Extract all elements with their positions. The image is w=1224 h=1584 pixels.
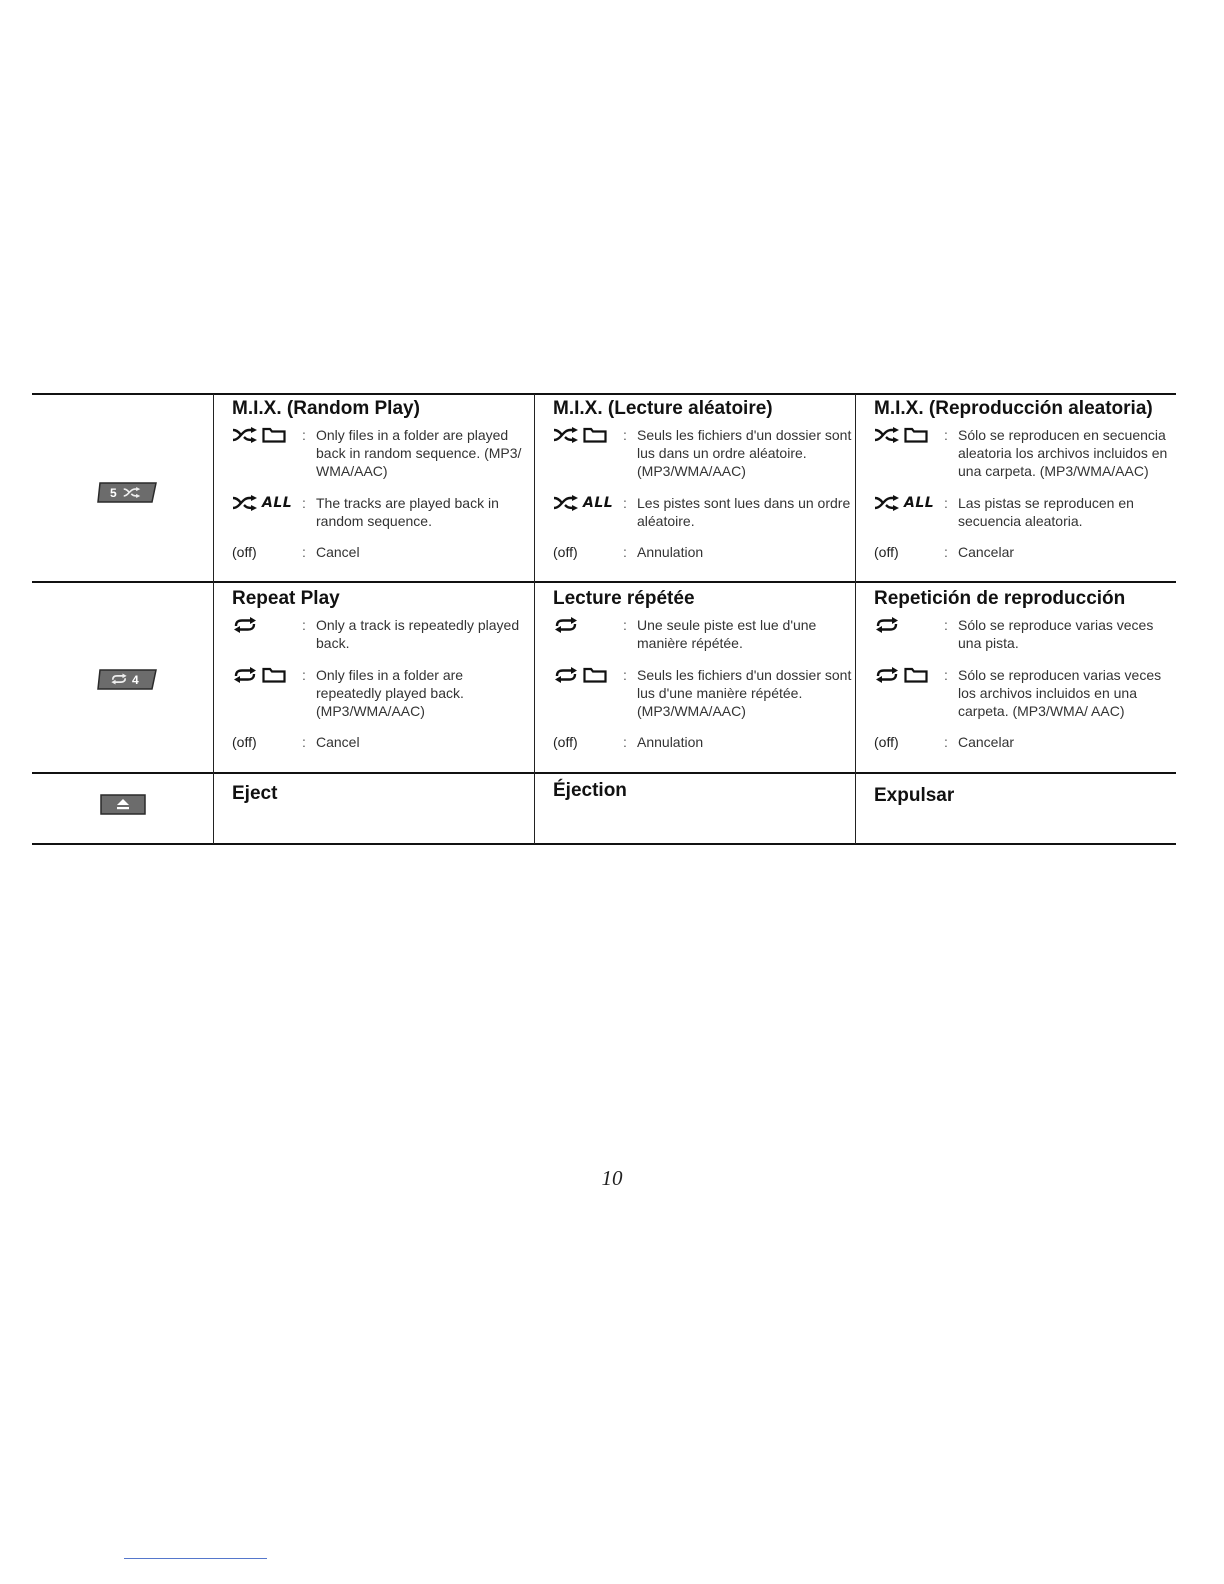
shuffle-icon bbox=[874, 495, 900, 511]
item-description: Only a track is repeatedly played back. bbox=[316, 617, 520, 651]
repeat-icon bbox=[553, 667, 579, 683]
list-item: : Only a track is repeatedly played back. bbox=[232, 616, 532, 652]
column-divider-3 bbox=[855, 394, 856, 844]
item-description: Only files in a folder are repeatedly played back. (MP3/WMA/AAC) bbox=[316, 667, 464, 719]
item-description: Cancel bbox=[316, 734, 360, 750]
section-heading: Expulsar bbox=[874, 785, 955, 806]
section-heading: Repetición de reproducción bbox=[874, 588, 1126, 609]
item-description: Une seule piste est lue d'une manière répétée. bbox=[637, 617, 817, 651]
off-label: (off) bbox=[874, 734, 899, 750]
list-item: : Only files in a folder are repeatedly played back. (MP3/WMA/AAC) bbox=[232, 666, 532, 720]
item-description: Sólo se reproduce varias veces una pista. bbox=[958, 617, 1154, 651]
mix-button-label: 5 bbox=[110, 486, 117, 500]
table-rule-top bbox=[32, 393, 1176, 395]
item-description: Cancel bbox=[316, 544, 360, 560]
shuffle-icon bbox=[232, 495, 258, 511]
section-heading: M.I.X. (Reproducción aleatoria) bbox=[874, 398, 1153, 419]
column-divider-2 bbox=[534, 394, 535, 844]
all-indicator: ALL bbox=[262, 495, 293, 511]
repeat-button-label: 4 bbox=[132, 673, 139, 687]
mix-english bbox=[232, 398, 532, 574]
folder-icon bbox=[262, 667, 286, 683]
list-item: (off) : Annulation bbox=[553, 733, 853, 751]
list-item: : Sólo se reproducen varias veces los archivos incluidos en una carpeta. (MP3/WMA/ AAC) bbox=[874, 666, 1174, 720]
list-item: ALL : Las pistas se reproducen en secuencia aleatoria. bbox=[874, 494, 1174, 530]
section-heading: Repeat Play bbox=[232, 588, 340, 609]
item-description: Annulation bbox=[637, 734, 704, 750]
item-description: Cancelar bbox=[958, 734, 1015, 750]
mix-button bbox=[96, 481, 158, 503]
eject-french bbox=[553, 780, 853, 808]
table-rule-2 bbox=[32, 772, 1176, 774]
list-item: (off) : Cancel bbox=[232, 733, 532, 751]
list-item: (off) : Cancelar bbox=[874, 733, 1174, 751]
repeat-french bbox=[553, 588, 853, 764]
list-item: : Seuls les fichiers d'un dossier sont lus dans un ordre aléatoire. (MP3/WMA/AAC) bbox=[553, 426, 853, 480]
item-description: Las pistas se reproducen en secuencia aleatoria. bbox=[958, 495, 1134, 529]
list-item: : Une seule piste est lue d'une manière répétée. bbox=[553, 616, 853, 652]
footnote-rule bbox=[124, 1558, 267, 1559]
item-description: Only files in a folder are played back in random sequence. (MP3/ WMA/AAC) bbox=[316, 427, 522, 479]
folder-icon bbox=[904, 427, 928, 443]
off-label: (off) bbox=[553, 544, 578, 560]
off-label: (off) bbox=[874, 544, 899, 560]
repeat-icon bbox=[874, 667, 900, 683]
shuffle-icon bbox=[874, 427, 900, 443]
shuffle-icon bbox=[232, 427, 258, 443]
page-number: 10 bbox=[601, 1166, 623, 1190]
folder-icon bbox=[583, 667, 607, 683]
mix-spanish bbox=[874, 398, 1174, 574]
list-item: : Sólo se reproducen en secuencia aleatoria los archivos incluidos en una carpeta. (MP3/WMA/AAC) bbox=[874, 426, 1174, 480]
section-heading: M.I.X. (Lecture aléatoire) bbox=[553, 398, 773, 419]
section-heading: M.I.X. (Random Play) bbox=[232, 398, 420, 419]
item-description: Les pistes sont lues dans un ordre aléatoire. bbox=[637, 495, 851, 529]
mix-french bbox=[553, 398, 853, 574]
list-item: (off) : Cancel bbox=[232, 543, 532, 561]
section-heading: Eject bbox=[232, 783, 278, 804]
list-item: : Seuls les fichiers d'un dossier sont lus d'une manière répétée. (MP3/WMA/AAC) bbox=[553, 666, 853, 720]
list-item: ALL : The tracks are played back in random sequence. bbox=[232, 494, 532, 530]
item-description: Sólo se reproducen varias veces los archivos incluidos en una carpeta. (MP3/WMA/ AAC) bbox=[958, 667, 1162, 719]
repeat-english bbox=[232, 588, 532, 764]
eject-spanish bbox=[874, 785, 1174, 813]
off-label: (off) bbox=[553, 734, 578, 750]
repeat-spanish bbox=[874, 588, 1174, 764]
item-description: The tracks are played back in random sequence. bbox=[316, 495, 499, 529]
all-indicator: ALL bbox=[583, 495, 614, 511]
section-heading: Lecture répétée bbox=[553, 588, 695, 609]
eject-english bbox=[232, 783, 532, 811]
item-description: Cancelar bbox=[958, 544, 1015, 560]
shuffle-icon bbox=[553, 427, 579, 443]
off-label: (off) bbox=[232, 734, 257, 750]
section-heading: Éjection bbox=[553, 780, 627, 801]
folder-icon bbox=[904, 667, 928, 683]
all-indicator: ALL bbox=[904, 495, 935, 511]
repeat-button bbox=[96, 668, 158, 690]
list-item: (off) : Annulation bbox=[553, 543, 853, 561]
repeat-icon bbox=[553, 617, 579, 633]
shuffle-icon bbox=[553, 495, 579, 511]
column-divider-1 bbox=[213, 394, 214, 844]
table-rule-bottom bbox=[32, 843, 1176, 845]
folder-icon bbox=[583, 427, 607, 443]
repeat-icon bbox=[874, 617, 900, 633]
list-item: ALL : Les pistes sont lues dans un ordre aléatoire. bbox=[553, 494, 853, 530]
folder-icon bbox=[262, 427, 286, 443]
eject-button bbox=[98, 793, 148, 815]
table-rule-1 bbox=[32, 581, 1176, 583]
item-description: Annulation bbox=[637, 544, 704, 560]
list-item: : Only files in a folder are played back in random sequence. (MP3/ WMA/AAC) bbox=[232, 426, 532, 480]
item-description: Seuls les fichiers d'un dossier sont lus dans un ordre aléatoire. (MP3/WMA/AAC) bbox=[637, 427, 852, 479]
item-description: Sólo se reproducen en secuencia aleatoria los archivos incluidos en una carpeta. (MP3/WMA/AAC) bbox=[958, 427, 1168, 479]
repeat-icon bbox=[232, 667, 258, 683]
repeat-icon bbox=[232, 617, 258, 633]
list-item: : Sólo se reproduce varias veces una pista. bbox=[874, 616, 1174, 652]
list-item: (off) : Cancelar bbox=[874, 543, 1174, 561]
off-label: (off) bbox=[232, 544, 257, 560]
item-description: Seuls les fichiers d'un dossier sont lus d'une manière répétée. (MP3/WMA/AAC) bbox=[637, 667, 852, 719]
